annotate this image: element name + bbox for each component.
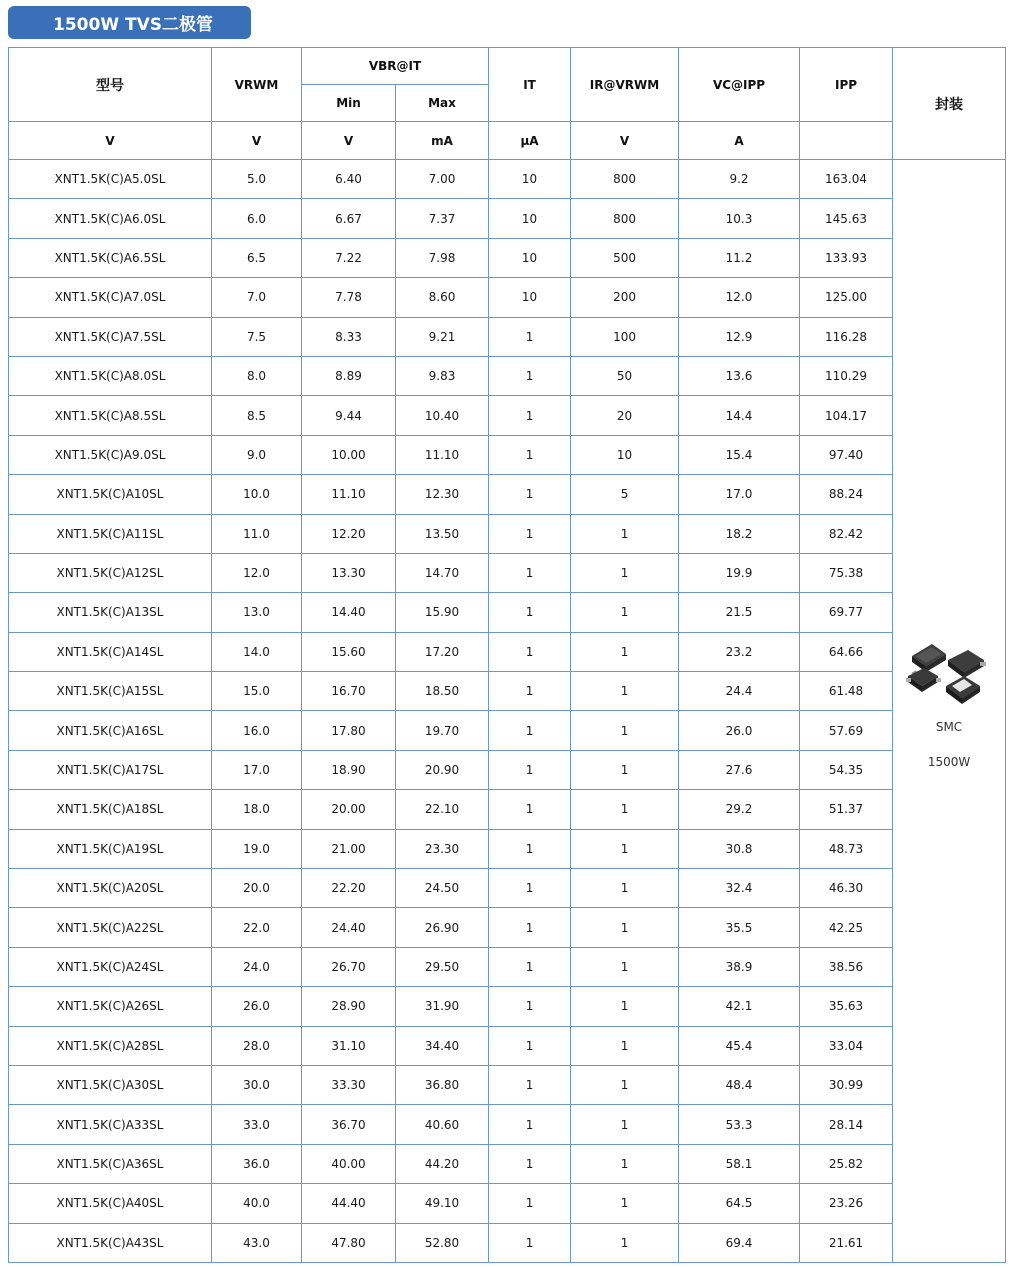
cell-vbr-min: 7.78 — [302, 278, 396, 317]
cell-ipp: 125.00 — [800, 278, 893, 317]
cell-model: XNT1.5K(C)A15SL — [9, 672, 212, 711]
cell-vc: 15.4 — [679, 435, 800, 474]
table-row — [9, 238, 1006, 277]
cell-vbr-max: 22.10 — [396, 790, 489, 829]
cell-model: XNT1.5K(C)A11SL — [9, 514, 212, 553]
cell-it: 1 — [489, 829, 571, 868]
cell-vbr-max: 24.50 — [396, 869, 489, 908]
cell-vrwm: 16.0 — [212, 711, 302, 750]
package-name: SMC — [935, 719, 963, 734]
cell-ir: 1 — [571, 987, 679, 1026]
cell-it: 1 — [489, 396, 571, 435]
cell-ir: 800 — [571, 160, 679, 199]
table-row — [9, 869, 1006, 908]
cell-vc: 58.1 — [679, 1144, 800, 1183]
cell-it: 1 — [489, 1184, 571, 1223]
cell-model: XNT1.5K(C)A14SL — [9, 632, 212, 671]
cell-model: XNT1.5K(C)A19SL — [9, 829, 212, 868]
cell-vrwm: 8.0 — [212, 356, 302, 395]
table-row — [9, 356, 1006, 395]
cell-vbr-min: 11.10 — [302, 475, 396, 514]
cell-it: 1 — [489, 593, 571, 632]
cell-vbr-min: 16.70 — [302, 672, 396, 711]
table-row — [9, 750, 1006, 789]
cell-vrwm: 43.0 — [212, 1223, 302, 1262]
cell-vbr-min: 9.44 — [302, 396, 396, 435]
cell-vrwm: 40.0 — [212, 1184, 302, 1223]
cell-vbr-max: 7.37 — [396, 199, 489, 238]
cell-vbr-min: 6.40 — [302, 160, 396, 199]
cell-ir: 800 — [571, 199, 679, 238]
cell-model: XNT1.5K(C)A36SL — [9, 1144, 212, 1183]
cell-it: 10 — [489, 278, 571, 317]
cell-vbr-max: 44.20 — [396, 1144, 489, 1183]
header-ipp: IPP — [800, 48, 893, 122]
package-cell — [893, 160, 1006, 1263]
cell-ipp: 88.24 — [800, 475, 893, 514]
cell-vbr-max: 18.50 — [396, 672, 489, 711]
cell-ir: 50 — [571, 356, 679, 395]
cell-ipp: 82.42 — [800, 514, 893, 553]
table-row — [9, 908, 1006, 947]
cell-it: 1 — [489, 711, 571, 750]
cell-vc: 19.9 — [679, 553, 800, 592]
cell-it: 1 — [489, 947, 571, 986]
cell-it: 1 — [489, 750, 571, 789]
cell-vbr-min: 24.40 — [302, 908, 396, 947]
table-row — [9, 790, 1006, 829]
table-row — [9, 1184, 1006, 1223]
package-info — [893, 642, 1005, 780]
table-row — [9, 947, 1006, 986]
cell-ipp: 133.93 — [800, 238, 893, 277]
cell-vrwm: 15.0 — [212, 672, 302, 711]
cell-ir: 10 — [571, 435, 679, 474]
cell-vbr-max: 31.90 — [396, 987, 489, 1026]
cell-vbr-max: 15.90 — [396, 593, 489, 632]
cell-vbr-min: 7.22 — [302, 238, 396, 277]
cell-vc: 12.0 — [679, 278, 800, 317]
cell-vbr-min: 36.70 — [302, 1105, 396, 1144]
cell-vrwm: 7.5 — [212, 317, 302, 356]
cell-model: XNT1.5K(C)A8.5SL — [9, 396, 212, 435]
table-row — [9, 1065, 1006, 1104]
cell-ipp: 145.63 — [800, 199, 893, 238]
cell-vc: 32.4 — [679, 869, 800, 908]
cell-vc: 27.6 — [679, 750, 800, 789]
cell-ipp: 104.17 — [800, 396, 893, 435]
cell-ipp: 21.61 — [800, 1223, 893, 1262]
cell-ipp: 69.77 — [800, 593, 893, 632]
cell-model: XNT1.5K(C)A13SL — [9, 593, 212, 632]
table-row — [9, 1223, 1006, 1262]
table-row — [9, 396, 1006, 435]
cell-vbr-min: 22.20 — [302, 869, 396, 908]
cell-vc: 21.5 — [679, 593, 800, 632]
cell-it: 1 — [489, 435, 571, 474]
cell-vrwm: 5.0 — [212, 160, 302, 199]
cell-ir: 1 — [571, 947, 679, 986]
header-ir: IR@VRWM — [571, 48, 679, 122]
cell-model: XNT1.5K(C)A6.5SL — [9, 238, 212, 277]
table-row — [9, 1026, 1006, 1065]
cell-ipp: 64.66 — [800, 632, 893, 671]
cell-it: 1 — [489, 790, 571, 829]
cell-vbr-max: 26.90 — [396, 908, 489, 947]
cell-vrwm: 6.5 — [212, 238, 302, 277]
table-row — [9, 199, 1006, 238]
header-vc: VC@IPP — [679, 48, 800, 122]
cell-ipp: 33.04 — [800, 1026, 893, 1065]
header-vrwm: VRWM — [212, 48, 302, 122]
cell-vc: 18.2 — [679, 514, 800, 553]
cell-vbr-min: 28.90 — [302, 987, 396, 1026]
cell-it: 1 — [489, 908, 571, 947]
cell-vbr-min: 31.10 — [302, 1026, 396, 1065]
table-row — [9, 160, 1006, 199]
header-vbr: VBR@IT — [302, 48, 489, 85]
cell-vbr-max: 23.30 — [396, 829, 489, 868]
cell-ipp: 116.28 — [800, 317, 893, 356]
cell-vrwm: 10.0 — [212, 475, 302, 514]
cell-vbr-min: 10.00 — [302, 435, 396, 474]
cell-model: XNT1.5K(C)A9.0SL — [9, 435, 212, 474]
cell-model: XNT1.5K(C)A43SL — [9, 1223, 212, 1262]
cell-vbr-min: 26.70 — [302, 947, 396, 986]
header-model: 型号 — [9, 48, 212, 122]
cell-vc: 23.2 — [679, 632, 800, 671]
cell-vc: 10.3 — [679, 199, 800, 238]
cell-ir: 1 — [571, 1144, 679, 1183]
cell-ipp: 61.48 — [800, 672, 893, 711]
cell-it: 1 — [489, 1065, 571, 1104]
header-package: 封装 — [893, 48, 1006, 160]
table-row — [9, 1144, 1006, 1183]
cell-ir: 1 — [571, 829, 679, 868]
cell-vbr-max: 7.00 — [396, 160, 489, 199]
cell-vc: 69.4 — [679, 1223, 800, 1262]
cell-vbr-max: 8.60 — [396, 278, 489, 317]
cell-vbr-min: 8.33 — [302, 317, 396, 356]
cell-vbr-min: 47.80 — [302, 1223, 396, 1262]
cell-vbr-min: 6.67 — [302, 199, 396, 238]
units-row — [9, 122, 1006, 160]
cell-vbr-min: 15.60 — [302, 632, 396, 671]
cell-ir: 500 — [571, 238, 679, 277]
cell-vc: 9.2 — [679, 160, 800, 199]
cell-ir: 1 — [571, 1065, 679, 1104]
cell-vbr-max: 13.50 — [396, 514, 489, 553]
cell-it: 1 — [489, 475, 571, 514]
cell-vbr-min: 14.40 — [302, 593, 396, 632]
cell-ipp: 54.35 — [800, 750, 893, 789]
cell-it: 1 — [489, 1223, 571, 1262]
header-vbr-max: Max — [396, 85, 489, 122]
cell-vrwm: 22.0 — [212, 908, 302, 947]
cell-it: 1 — [489, 1026, 571, 1065]
cell-it: 1 — [489, 632, 571, 671]
cell-model: XNT1.5K(C)A5.0SL — [9, 160, 212, 199]
tvs-spec-table — [8, 47, 1006, 1263]
cell-vbr-min: 21.00 — [302, 829, 396, 868]
cell-vbr-min: 8.89 — [302, 356, 396, 395]
cell-ipp: 23.26 — [800, 1184, 893, 1223]
cell-ir: 1 — [571, 1105, 679, 1144]
header-vbr-min: Min — [302, 85, 396, 122]
table-row — [9, 475, 1006, 514]
cell-vrwm: 33.0 — [212, 1105, 302, 1144]
cell-vc: 26.0 — [679, 711, 800, 750]
table-row — [9, 987, 1006, 1026]
package-power: 1500W — [927, 754, 971, 769]
table-row — [9, 278, 1006, 317]
cell-it: 1 — [489, 869, 571, 908]
cell-ipp: 30.99 — [800, 1065, 893, 1104]
cell-vc: 64.5 — [679, 1184, 800, 1223]
cell-ir: 1 — [571, 672, 679, 711]
cell-model: XNT1.5K(C)A40SL — [9, 1184, 212, 1223]
cell-vc: 30.8 — [679, 829, 800, 868]
cell-vrwm: 36.0 — [212, 1144, 302, 1183]
table-row — [9, 435, 1006, 474]
cell-vc: 14.4 — [679, 396, 800, 435]
cell-ipp: 75.38 — [800, 553, 893, 592]
cell-vrwm: 11.0 — [212, 514, 302, 553]
cell-ir: 1 — [571, 908, 679, 947]
cell-it: 10 — [489, 160, 571, 199]
cell-vrwm: 9.0 — [212, 435, 302, 474]
cell-model: XNT1.5K(C)A24SL — [9, 947, 212, 986]
cell-vrwm: 12.0 — [212, 553, 302, 592]
smc-package-icon — [906, 642, 992, 710]
section-title-tab — [8, 6, 251, 39]
cell-model: XNT1.5K(C)A7.0SL — [9, 278, 212, 317]
cell-vbr-max: 52.80 — [396, 1223, 489, 1262]
cell-ir: 5 — [571, 475, 679, 514]
cell-vbr-min: 44.40 — [302, 1184, 396, 1223]
cell-vc: 42.1 — [679, 987, 800, 1026]
cell-vbr-max: 29.50 — [396, 947, 489, 986]
cell-ir: 20 — [571, 396, 679, 435]
cell-model: XNT1.5K(C)A10SL — [9, 475, 212, 514]
cell-vrwm: 8.5 — [212, 396, 302, 435]
cell-ipp: 38.56 — [800, 947, 893, 986]
table-row — [9, 829, 1006, 868]
table-row — [9, 711, 1006, 750]
table-row — [9, 317, 1006, 356]
cell-vbr-max: 49.10 — [396, 1184, 489, 1223]
cell-model: XNT1.5K(C)A20SL — [9, 869, 212, 908]
cell-vrwm: 14.0 — [212, 632, 302, 671]
cell-model: XNT1.5K(C)A28SL — [9, 1026, 212, 1065]
cell-model: XNT1.5K(C)A6.0SL — [9, 199, 212, 238]
cell-ir: 1 — [571, 593, 679, 632]
cell-vc: 11.2 — [679, 238, 800, 277]
cell-vbr-max: 7.98 — [396, 238, 489, 277]
cell-ipp: 57.69 — [800, 711, 893, 750]
cell-vbr-max: 14.70 — [396, 553, 489, 592]
cell-vrwm: 7.0 — [212, 278, 302, 317]
cell-vbr-min: 12.20 — [302, 514, 396, 553]
cell-ipp: 28.14 — [800, 1105, 893, 1144]
cell-vrwm: 18.0 — [212, 790, 302, 829]
cell-vbr-min: 20.00 — [302, 790, 396, 829]
cell-vc: 17.0 — [679, 475, 800, 514]
cell-ipp: 46.30 — [800, 869, 893, 908]
table-row — [9, 514, 1006, 553]
cell-vbr-max: 12.30 — [396, 475, 489, 514]
cell-vrwm: 26.0 — [212, 987, 302, 1026]
cell-vbr-max: 10.40 — [396, 396, 489, 435]
cell-vrwm: 19.0 — [212, 829, 302, 868]
cell-vc: 13.6 — [679, 356, 800, 395]
cell-vbr-max: 36.80 — [396, 1065, 489, 1104]
cell-model: XNT1.5K(C)A17SL — [9, 750, 212, 789]
cell-vc: 48.4 — [679, 1065, 800, 1104]
cell-vc: 12.9 — [679, 317, 800, 356]
cell-model: XNT1.5K(C)A18SL — [9, 790, 212, 829]
cell-ipp: 51.37 — [800, 790, 893, 829]
cell-ir: 1 — [571, 1184, 679, 1223]
cell-ir: 1 — [571, 553, 679, 592]
cell-vc: 53.3 — [679, 1105, 800, 1144]
cell-vrwm: 20.0 — [212, 869, 302, 908]
header-it: IT — [489, 48, 571, 122]
cell-vbr-max: 19.70 — [396, 711, 489, 750]
cell-ir: 1 — [571, 790, 679, 829]
cell-model: XNT1.5K(C)A33SL — [9, 1105, 212, 1144]
cell-ir: 200 — [571, 278, 679, 317]
unit-vrwm: V — [9, 122, 212, 160]
cell-vc: 35.5 — [679, 908, 800, 947]
cell-model: XNT1.5K(C)A30SL — [9, 1065, 212, 1104]
cell-vbr-min: 18.90 — [302, 750, 396, 789]
cell-vrwm: 17.0 — [212, 750, 302, 789]
cell-it: 10 — [489, 199, 571, 238]
cell-vc: 45.4 — [679, 1026, 800, 1065]
cell-ir: 1 — [571, 632, 679, 671]
cell-it: 1 — [489, 1144, 571, 1183]
cell-vbr-max: 11.10 — [396, 435, 489, 474]
cell-vbr-min: 40.00 — [302, 1144, 396, 1183]
cell-it: 1 — [489, 356, 571, 395]
cell-vbr-max: 40.60 — [396, 1105, 489, 1144]
cell-ir: 1 — [571, 711, 679, 750]
cell-ir: 1 — [571, 1223, 679, 1262]
cell-vrwm: 13.0 — [212, 593, 302, 632]
cell-ipp: 25.82 — [800, 1144, 893, 1183]
cell-it: 1 — [489, 1105, 571, 1144]
cell-vrwm: 30.0 — [212, 1065, 302, 1104]
cell-ir: 1 — [571, 750, 679, 789]
unit-ipp: A — [679, 122, 800, 160]
cell-vc: 29.2 — [679, 790, 800, 829]
cell-model: XNT1.5K(C)A22SL — [9, 908, 212, 947]
cell-it: 1 — [489, 317, 571, 356]
cell-vbr-min: 17.80 — [302, 711, 396, 750]
unit-vc: V — [571, 122, 679, 160]
cell-vbr-max: 9.21 — [396, 317, 489, 356]
cell-ir: 1 — [571, 869, 679, 908]
cell-vbr-min: 13.30 — [302, 553, 396, 592]
cell-ipp: 35.63 — [800, 987, 893, 1026]
cell-vbr-max: 17.20 — [396, 632, 489, 671]
cell-it: 10 — [489, 238, 571, 277]
unit-vbr-max: V — [302, 122, 396, 160]
cell-it: 1 — [489, 672, 571, 711]
cell-ir: 1 — [571, 514, 679, 553]
cell-ir: 100 — [571, 317, 679, 356]
cell-model: XNT1.5K(C)A8.0SL — [9, 356, 212, 395]
cell-vbr-min: 33.30 — [302, 1065, 396, 1104]
unit-ir: µA — [489, 122, 571, 160]
cell-vbr-max: 20.90 — [396, 750, 489, 789]
unit-it: mA — [396, 122, 489, 160]
cell-vrwm: 28.0 — [212, 1026, 302, 1065]
cell-ipp: 97.40 — [800, 435, 893, 474]
cell-vc: 24.4 — [679, 672, 800, 711]
cell-ipp: 42.25 — [800, 908, 893, 947]
cell-vc: 38.9 — [679, 947, 800, 986]
cell-model: XNT1.5K(C)A12SL — [9, 553, 212, 592]
cell-vbr-max: 34.40 — [396, 1026, 489, 1065]
table-row — [9, 593, 1006, 632]
cell-vrwm: 6.0 — [212, 199, 302, 238]
table-row — [9, 672, 1006, 711]
cell-ir: 1 — [571, 1026, 679, 1065]
cell-ipp: 110.29 — [800, 356, 893, 395]
section-title: 1500W TVS二极管 — [53, 15, 213, 35]
cell-ipp: 48.73 — [800, 829, 893, 868]
cell-ipp: 163.04 — [800, 160, 893, 199]
table-row — [9, 632, 1006, 671]
cell-model: XNT1.5K(C)A16SL — [9, 711, 212, 750]
cell-it: 1 — [489, 987, 571, 1026]
table-row — [9, 553, 1006, 592]
unit-vbr-min: V — [212, 122, 302, 160]
cell-model: XNT1.5K(C)A26SL — [9, 987, 212, 1026]
cell-it: 1 — [489, 553, 571, 592]
cell-vbr-max: 9.83 — [396, 356, 489, 395]
cell-model: XNT1.5K(C)A7.5SL — [9, 317, 212, 356]
cell-vrwm: 24.0 — [212, 947, 302, 986]
table-row — [9, 1105, 1006, 1144]
cell-it: 1 — [489, 514, 571, 553]
table-body — [9, 160, 1006, 1263]
